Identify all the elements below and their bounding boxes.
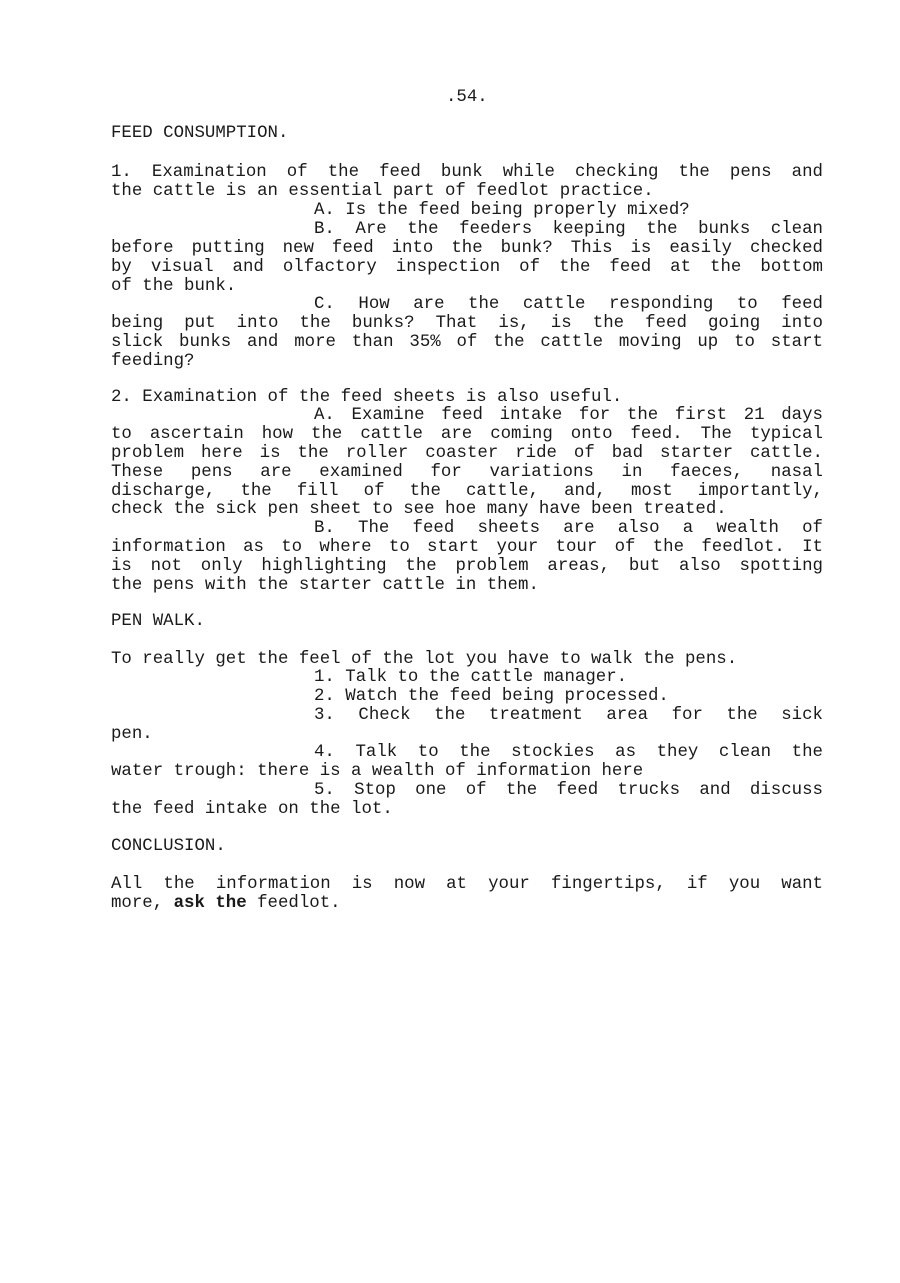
paragraph-line: All the information is now at your fingertips, if you want — [111, 875, 823, 894]
paragraph-line: 2. Examination of the feed sheets is also useful. — [111, 388, 623, 407]
paragraph-line: the feed intake on the lot. — [111, 800, 393, 819]
paragraph-line: To really get the feel of the lot you have to walk the pens. — [111, 650, 738, 669]
page-number: .54. — [446, 88, 488, 107]
subitem-b-line: B. Are the feeders keeping the bunks clean — [314, 220, 823, 239]
paragraph-line: water trough: there is a wealth of information here — [111, 762, 644, 781]
paragraph-line: the cattle is an essential part of feedlot practice. — [111, 182, 654, 201]
paragraph-line: 1. Examination of the feed bunk while checking the pens and — [111, 163, 823, 182]
list-item: 2. Watch the feed being processed. — [314, 687, 669, 706]
section-heading-pen-walk: PEN WALK. — [111, 612, 205, 631]
subitem-a-line: A. Is the feed being properly mixed? — [314, 201, 690, 220]
list-item: 4. Talk to the stockies as they clean the — [314, 743, 823, 762]
list-item: 5. Stop one of the feed trucks and discuss — [314, 781, 823, 800]
paragraph-line: of the bunk. — [111, 277, 237, 296]
bold-text-run: ask the — [173, 894, 247, 913]
paragraph-line: to ascertain how the cattle are coming onto feed. The typical — [111, 425, 823, 444]
paragraph-line: the pens with the starter cattle in them. — [111, 576, 539, 595]
paragraph-line: being put into the bunks? That is, is the feed going into — [111, 314, 823, 333]
paragraph-line: slick bunks and more than 35% of the cattle moving up to start — [111, 333, 823, 352]
paragraph-line: by visual and olfactory inspection of the feed at the bottom — [111, 258, 823, 277]
paragraph-line: is not only highlighting the problem areas, but also spotting — [111, 557, 823, 576]
subitem-c-line: C. How are the cattle responding to feed — [314, 295, 823, 314]
paragraph-line: before putting new feed into the bunk? This is easily checked — [111, 239, 823, 258]
paragraph-line: information as to where to start your tour of the feedlot. It — [111, 538, 823, 557]
list-item: 3. Check the treatment area for the sick — [314, 706, 823, 725]
paragraph-line: check the sick pen sheet to see hoe many have been treated. — [111, 500, 727, 519]
paragraph-line: pen. — [111, 725, 153, 744]
subitem-b-line: B. The feed sheets are also a wealth of — [314, 519, 823, 538]
paragraph-line — [111, 894, 823, 913]
list-item: 1. Talk to the cattle manager. — [314, 668, 628, 687]
paragraph-line: feeding? — [111, 352, 195, 371]
section-heading-conclusion: CONCLUSION. — [111, 837, 226, 856]
text-run: more, — [111, 894, 174, 913]
section-heading-feed-consumption: FEED CONSUMPTION. — [111, 124, 289, 143]
paragraph-line: These pens are examined for variations in faeces, nasal — [111, 463, 823, 482]
text-run: feedlot. — [246, 894, 341, 913]
subitem-a-line: A. Examine feed intake for the first 21 days — [314, 406, 823, 425]
paragraph-line: discharge, the fill of the cattle, and, most importantly, — [111, 482, 823, 501]
paragraph-line: problem here is the roller coaster ride of bad starter cattle. — [111, 444, 823, 463]
